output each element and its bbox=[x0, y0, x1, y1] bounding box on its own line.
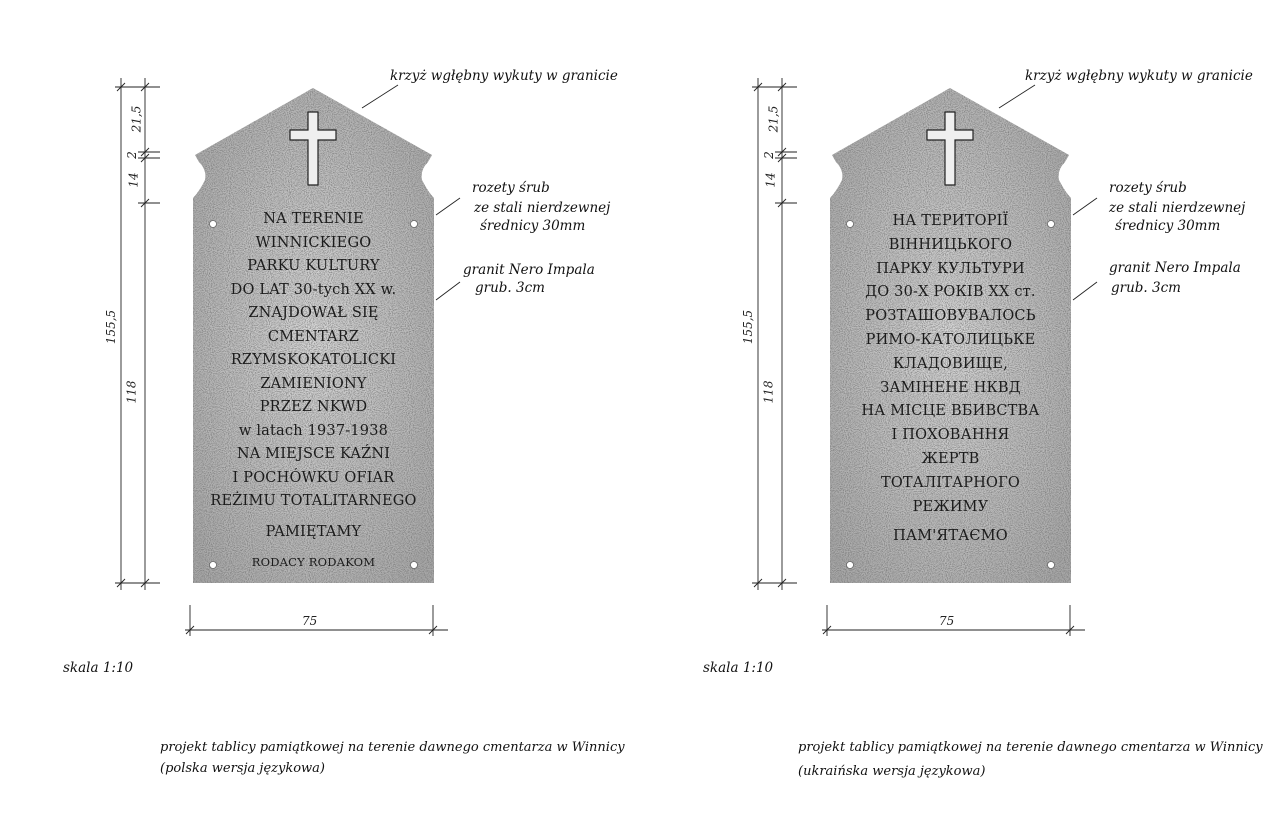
plaque-inscription bbox=[193, 208, 434, 575]
inscription-line: ZNAJDOWAŁ SIĘ bbox=[248, 305, 379, 321]
scale-label: skala 1:10 bbox=[63, 660, 134, 676]
dim-width-label: 75 bbox=[302, 614, 318, 628]
plaque-inscription bbox=[830, 210, 1071, 549]
inscription-line: PRZEZ NKWD bbox=[259, 399, 368, 415]
dim-total-label: 155,5 bbox=[104, 309, 119, 345]
dim-gap-label: 2 bbox=[124, 151, 139, 159]
inscription-line: НА ТЕРИТОРІЇ bbox=[892, 213, 1009, 229]
inscription-signature: RODACY RODAKOM bbox=[251, 555, 376, 569]
note-rosettes-3: średnicy 30mm bbox=[1115, 218, 1221, 234]
dim-total-label: 155,5 bbox=[741, 309, 756, 345]
inscription-line: ЖЕРТВ bbox=[921, 450, 980, 467]
inscription-line: RZYMSKOKATOLICKI bbox=[230, 352, 397, 368]
dim-top-label: 21,5 bbox=[766, 105, 781, 133]
plaque-panel-ukrainian bbox=[637, 0, 1277, 833]
inscription-line: РИМО-КАТОЛИЦЬКЕ bbox=[865, 331, 1036, 348]
dim-neck-label: 14 bbox=[126, 172, 141, 188]
dim-body-label: 118 bbox=[124, 380, 139, 404]
inscription-line: І ПОХОВАННЯ bbox=[891, 427, 1010, 444]
note-rosettes-3: średnicy 30mm bbox=[480, 218, 586, 234]
inscription-line: КЛАДОВИЩЕ, bbox=[892, 355, 1009, 372]
caption-line-1: projekt tablicy pamiątkowej na terenie dawnego cmentarza w Winnicy bbox=[160, 740, 625, 755]
inscription-line: PARKU KULTURY bbox=[247, 258, 380, 274]
inscription-line: НА МІСЦЕ ВБИВСТВА bbox=[861, 403, 1040, 420]
note-rosettes-2: ze stali nierdzewnej bbox=[1109, 200, 1246, 216]
dim-body-label: 118 bbox=[761, 380, 776, 404]
note-rosettes-1: rozety śrub bbox=[472, 180, 550, 196]
dim-gap-label: 2 bbox=[761, 151, 776, 159]
note-granite-2: grub. 3cm bbox=[475, 280, 545, 296]
inscription-line: ДО 30-Х РОКІВ ХХ ст. bbox=[865, 284, 1036, 301]
inscription-line: ТОТАЛІТАРНОГО bbox=[880, 474, 1021, 491]
dim-top-label: 21,5 bbox=[129, 105, 144, 133]
note-rosettes-1: rozety śrub bbox=[1109, 180, 1187, 196]
dim-width-label: 75 bbox=[939, 614, 955, 628]
inscription-line: REŻIMU TOTALITARNEGO bbox=[210, 493, 417, 509]
inscription-line: РОЗТАШОВУВАЛОСЬ bbox=[865, 308, 1036, 325]
inscription-line: DO LAT 30-tych XX w. bbox=[230, 281, 397, 298]
inscription-line: ВІННИЦЬКОГО bbox=[888, 236, 1013, 253]
caption-line-1: projekt tablicy pamiątkowej na terenie dawnego cmentarza w Winnicy bbox=[798, 740, 1263, 755]
note-cross: krzyż wgłębny wykuty w granicie bbox=[1025, 68, 1253, 84]
inscription-line: РЕЖИМУ bbox=[912, 498, 989, 515]
inscription-line: ЗАМІНЕНЕ НКВД bbox=[880, 379, 1021, 396]
inscription-line: ПАРКУ КУЛЬТУРИ bbox=[876, 260, 1025, 277]
inscription-remember: ПАМ'ЯТАЄМО bbox=[893, 528, 1008, 545]
inscription-line: NA MIEJSCE KAŹNI bbox=[236, 446, 391, 462]
inscription-line: CMENTARZ bbox=[267, 328, 360, 345]
note-granite-2: grub. 3cm bbox=[1111, 280, 1181, 296]
note-cross: krzyż wgłębny wykuty w granicie bbox=[390, 68, 618, 84]
note-granite-1: granit Nero Impala bbox=[463, 262, 595, 278]
inscription-line: ZAMIENIONY bbox=[260, 375, 367, 392]
inscription-remember: PAMIĘTAMY bbox=[265, 523, 362, 540]
inscription-line: I POCHÓWKU OFIAR bbox=[232, 469, 395, 486]
dim-neck-label: 14 bbox=[763, 172, 778, 188]
inscription-line: NA TERENIE bbox=[263, 211, 364, 227]
note-rosettes-2: ze stali nierdzewnej bbox=[474, 200, 611, 216]
inscription-line: w latach 1937-1938 bbox=[238, 422, 389, 439]
inscription-line: WINNICKIEGO bbox=[255, 234, 372, 251]
scale-label: skala 1:10 bbox=[703, 660, 774, 676]
note-granite-1: granit Nero Impala bbox=[1109, 260, 1241, 276]
caption-line-2: (ukraińska wersja językowa) bbox=[798, 764, 986, 779]
caption-line-2: (polska wersja językowa) bbox=[160, 761, 326, 776]
